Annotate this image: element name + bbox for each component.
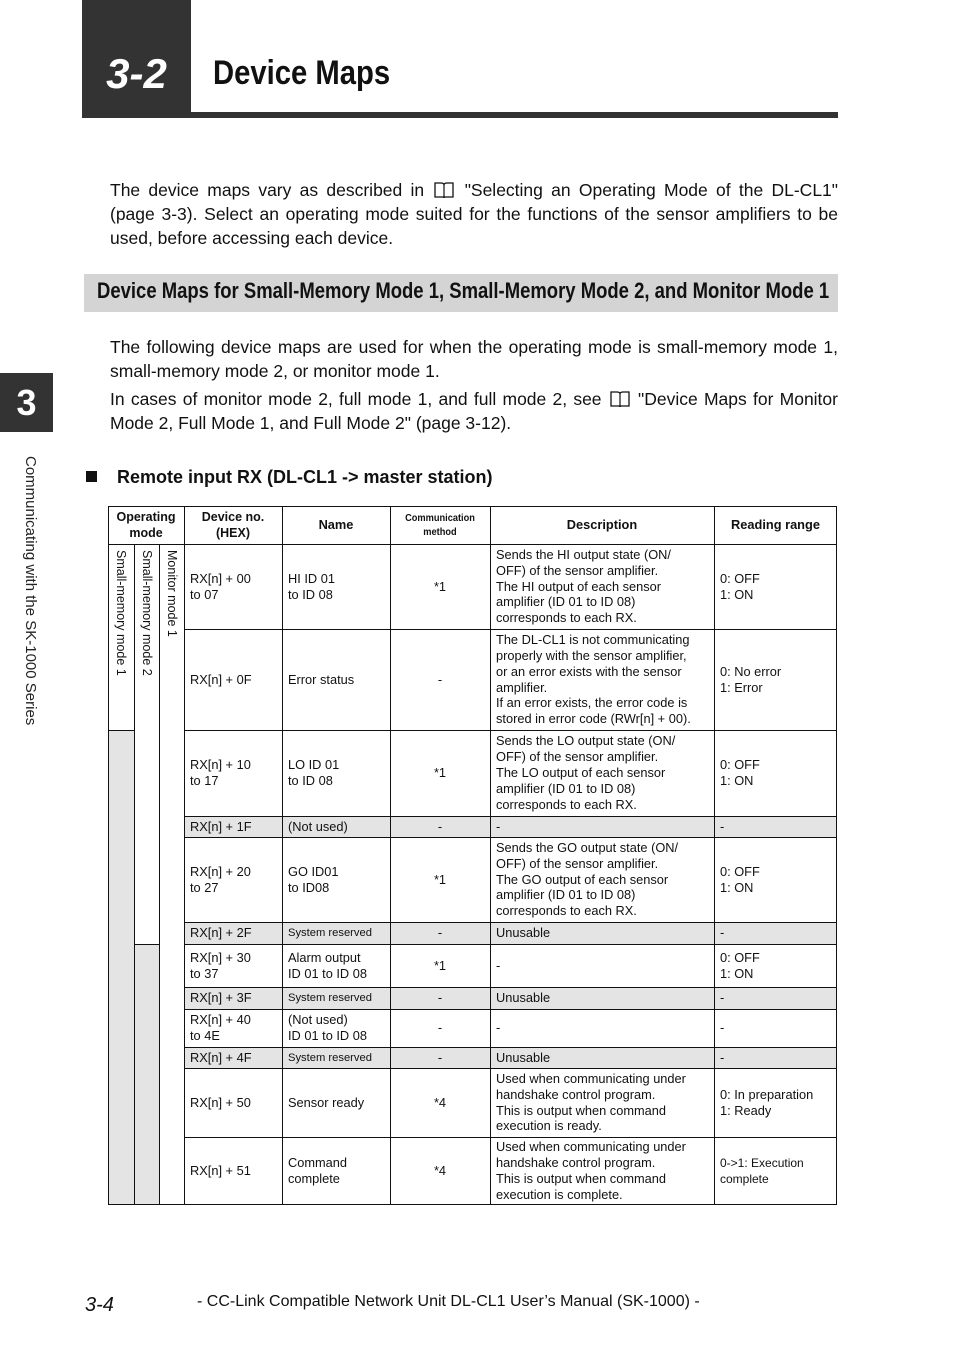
device-number-cell: RX[n] + 40 to 4E (190, 1012, 251, 1043)
device-number-cell: RX[n] + 0F (190, 671, 252, 687)
reading-range-cell: 0: No error 1: Error (720, 663, 782, 695)
device-number-cell: RX[n] + 4F (190, 1049, 252, 1065)
comm-method-cell: - (437, 671, 443, 687)
page-title: Device Maps (213, 54, 391, 92)
header-device-no: Device no. (HEX) (201, 510, 265, 540)
device-number-cell: RX[n] + 10 to 17 (190, 757, 251, 788)
comm-method-cell: *4 (433, 1163, 447, 1178)
intro-text-start: The device maps vary as described in (110, 180, 425, 200)
comm-method-cell: - (437, 1020, 443, 1035)
comm-method-cell: - (437, 990, 443, 1005)
name-cell: System reserved (288, 1051, 372, 1064)
intro-paragraph (110, 178, 838, 250)
device-number-cell: RX[n] + 50 (190, 1094, 251, 1110)
table-rule (184, 506, 185, 1205)
reading-range-cell: 0: In preparation 1: Ready (720, 1086, 814, 1118)
description-cell: Sends the LO output state (ON/ OFF) of the sensor amplifier. The LO output of each sensor amplifier (ID 01 to ID 08) corresponds to each RX. (496, 733, 676, 812)
device-map-table (108, 506, 837, 1205)
reading-range-cell: 0: OFF 1: ON (720, 949, 760, 981)
table-rule (108, 506, 837, 507)
header-operating-mode: Operating mode (116, 510, 176, 540)
square-bullet-icon (86, 471, 97, 482)
device-number-cell: RX[n] + 51 (190, 1163, 251, 1178)
subsection-heading (86, 467, 493, 488)
header-comm-method: Communication method (405, 512, 475, 538)
description-cell: Unusable (496, 1049, 551, 1065)
comm-method-cell: - (437, 925, 443, 940)
device-number-cell: RX[n] + 00 to 07 (190, 570, 251, 602)
book-reference-icon (434, 181, 454, 198)
reading-range-cell: - (720, 1020, 725, 1035)
name-cell: System reserved (288, 992, 372, 1004)
name-cell: Error status (288, 671, 355, 687)
comm-method-cell: *1 (433, 765, 447, 780)
table-rule (134, 944, 159, 945)
footer-text: - CC-Link Compatible Network Unit DL-CL1 User’s Manual (SK-1000) - (197, 1293, 700, 1310)
reading-range-cell: - (720, 990, 725, 1005)
mode-na-shade (134, 944, 159, 1205)
table-rule (108, 544, 837, 545)
comm-method-cell: *1 (433, 871, 447, 887)
reading-range-cell: 0->1: Execution complete (720, 1156, 804, 1186)
device-number-cell: RX[n] + 30 to 37 (190, 949, 251, 981)
body-paragraph: The following device maps are used for when the operating mode is small-memory mode 1, small-memory mode 2, or monitor mode 1. (110, 337, 838, 381)
device-number-cell: RX[n] + 20 to 27 (190, 863, 251, 895)
intro-text-end: "Selecting an Operating Mode of the DL-CL1" (page 3-3). Select an operating mode suited for the functions of the sensor amplifiers to be used, before accessing each device. (110, 180, 838, 248)
reading-range-cell: 0: OFF 1: ON (720, 757, 760, 788)
comm-method-cell: - (437, 818, 443, 834)
comm-method-cell: *1 (433, 957, 447, 973)
reference-text-end: "Device Maps for Monitor Mode 2, Full Mode 1, and Full Mode 2" (page 3-12). (110, 389, 838, 433)
section-title: Device Maps for Small-Memory Mode 1, Small-Memory Mode 2, and Monitor Mode 1 (97, 278, 830, 303)
comm-method-cell: *1 (433, 578, 447, 594)
device-number-cell: RX[n] + 3F (190, 990, 252, 1005)
name-cell: GO ID01 to ID08 (288, 863, 339, 895)
header-description: Description (566, 517, 638, 532)
name-cell: (Not used) ID 01 to ID 08 (288, 1012, 367, 1043)
reading-range-cell: - (720, 925, 725, 940)
device-number-cell: RX[n] + 2F (190, 925, 252, 940)
name-cell: System reserved (288, 927, 372, 939)
table-rule (159, 544, 160, 1205)
chapter-number: 3-2 (106, 50, 167, 97)
table-rule (836, 506, 837, 1205)
reading-range-cell: 0: OFF 1: ON (720, 863, 760, 895)
description-cell: - (496, 818, 501, 834)
chapter-tab (0, 373, 53, 432)
name-cell: Sensor ready (288, 1094, 365, 1110)
reading-range-cell: - (720, 818, 725, 834)
mode-label: Monitor mode 1 (165, 550, 179, 637)
table-rule (134, 544, 135, 1205)
title-rule (191, 112, 838, 118)
table-rule (282, 506, 283, 1205)
description-cell: Used when communicating under handshake control program. This is output when command execution is ready. (496, 1070, 686, 1134)
reading-range-cell: - (720, 1049, 725, 1065)
description-cell: Sends the HI output state (ON/ OFF) of the sensor amplifier. The HI output of each sensor amplifier (ID 01 to ID 08) corresponds to each RX. (496, 546, 671, 626)
description-cell: - (496, 957, 501, 973)
description-cell: - (496, 1020, 501, 1036)
description-cell: Unusable (496, 990, 551, 1006)
mode-label: Small-memory mode 2 (140, 550, 154, 676)
reading-range-cell: 0: OFF 1: ON (720, 570, 760, 602)
reference-text-start: In cases of monitor mode 2, full mode 1, and full mode 2, see (110, 389, 602, 409)
page-number: 3-4 (85, 1294, 114, 1316)
name-cell: Alarm output ID 01 to ID 08 (288, 949, 367, 981)
comm-method-cell: *4 (433, 1094, 447, 1110)
description-cell: Sends the GO output state (ON/ OFF) of the sensor amplifier. The GO output of each sensor amplifier (ID 01 to ID 08) corresponds to each RX. (496, 839, 679, 919)
table-rule (108, 1204, 837, 1205)
chapter-number-box (82, 0, 191, 118)
description-cell: The DL-CL1 is not communicating properly with the sensor amplifier, or an error exists with the sensor amplifier. If an error exists, the error code is stored in error code (RWr[n] + 00). (496, 631, 691, 727)
header-reading-range: Reading range (731, 517, 820, 532)
description-cell: Unusable (496, 925, 551, 941)
table-rule (390, 506, 391, 1205)
reference-paragraph (110, 387, 838, 435)
mode-na-shade (108, 730, 134, 1205)
name-cell: Command complete (288, 1155, 348, 1186)
name-cell: HI ID 01 to ID 08 (288, 570, 335, 602)
table-rule (714, 506, 715, 1205)
description-cell: Used when communicating under handshake control program. This is output when command execution is complete. (496, 1139, 686, 1202)
table-rule (490, 506, 491, 1205)
table-rule (108, 730, 134, 731)
chapter-tab-number: 3 (16, 381, 37, 423)
name-cell: (Not used) (288, 818, 348, 834)
chapter-side-title: Communicating with the SK-1000 Series (22, 456, 39, 726)
device-number-cell: RX[n] + 1F (190, 818, 252, 834)
comm-method-cell: - (437, 1049, 443, 1065)
subsection-heading-text: Remote input RX (DL-CL1 -> master station) (117, 467, 493, 487)
header-name: Name (318, 517, 354, 532)
table-rule (108, 506, 109, 1205)
book-reference-icon (610, 390, 630, 407)
name-cell: LO ID 01 to ID 08 (288, 757, 340, 788)
mode-label: Small-memory mode 1 (114, 550, 128, 676)
